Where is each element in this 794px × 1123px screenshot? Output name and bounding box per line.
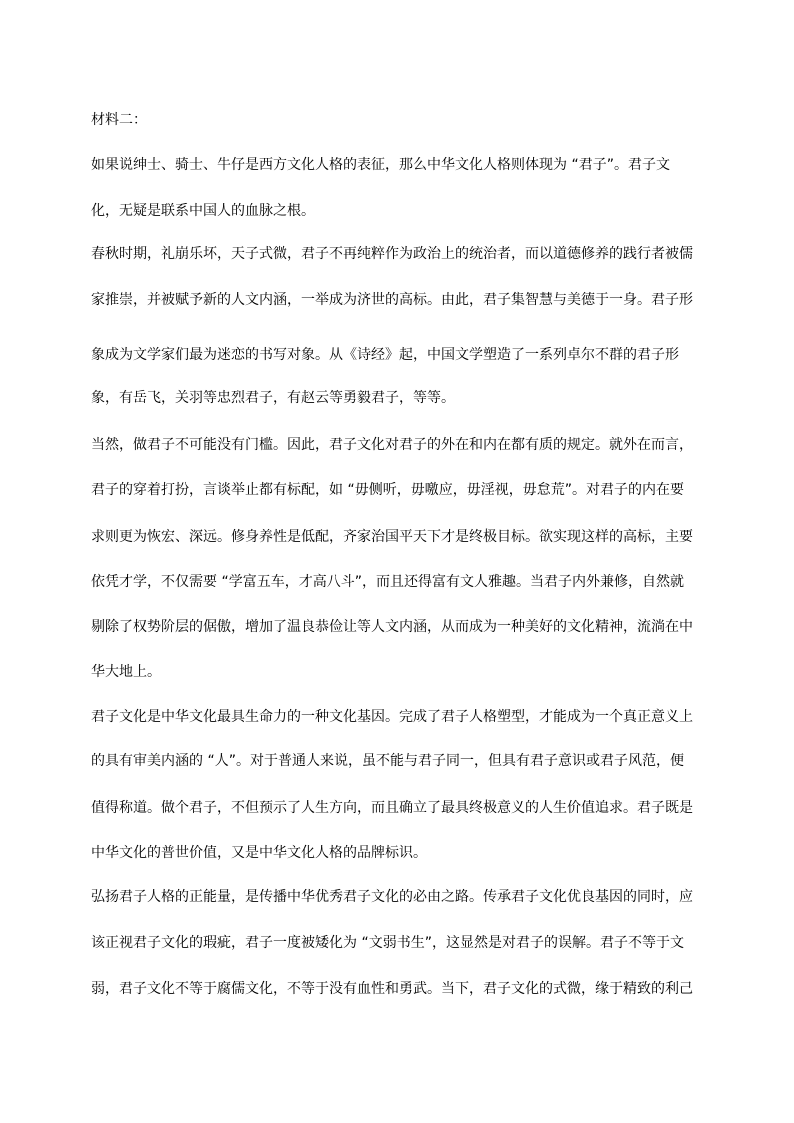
paragraph-line: 家推崇，并被赋予新的人文内涵，一举成为济世的高标。由此，君子集智慧与美德于一身。君子形 <box>91 292 693 308</box>
paragraph-line: 依凭才学，不仅需要 “学富五车，才高八斗”，而且还得富有文人雅趣。当君子内外兼修，自然就 <box>91 574 684 590</box>
paragraph-line: 值得称道。做个君子，不但预示了人生方向，而且确立了最具终极意义的人生价值追求。君子既是 <box>91 800 693 816</box>
paragraph-line: 象，有岳飞，关羽等忠烈君子，有赵云等勇毅君子，等等。 <box>91 390 455 406</box>
paragraph-line: 中华文化的普世价值，又是中华文化人格的品牌标识。 <box>91 845 427 861</box>
paragraph-line: 弱，君子文化不等于腐儒文化，不等于没有血性和勇武。当下，君子文化的式微，缘于精致的利己 <box>91 981 693 997</box>
section-heading: 材料二： <box>91 112 147 128</box>
paragraph-line: 化，无疑是联系中国人的血脉之根。 <box>91 203 315 219</box>
paragraph-line: 如果说绅士、骑士、牛仔是西方文化人格的表征，那么中华文化人格则体现为 “君子”。君子文 <box>91 157 670 173</box>
paragraph-line: 该正视君子文化的瑕疵，君子一度被矮化为 “文弱书生”，这显然是对君子的误解。君子不等于文 <box>91 935 684 951</box>
paragraph-line: 春秋时期，礼崩乐坏，天子式微，君子不再纯粹作为政治上的统治者，而以道德修养的践行者被儒 <box>91 246 693 262</box>
paragraph-line: 剔除了权势阶层的倨傲，增加了温良恭俭让等人文内涵，从而成为一种美好的文化精神，流淌在中 <box>91 619 693 635</box>
paragraph-line: 君子的穿着打扮，言谈举止都有标配，如 “毋侧听，毋噭应，毋淫视，毋怠荒”。对君子的内在要 <box>91 482 684 498</box>
paragraph-line: 象成为文学家们最为迷恋的书写对象。从《诗经》起，中国文学塑造了一系列卓尔不群的君子形 <box>91 347 679 363</box>
paragraph-line: 当然，做君子不可能没有门槛。因此，君子文化对君子的外在和内在都有质的规定。就外在而言， <box>91 437 693 453</box>
paragraph-line: 的具有审美内涵的 “人”。对于普通人来说，虽不能与君子同一，但具有君子意识或君子风范，便 <box>91 753 684 769</box>
paragraph-line: 弘扬君子人格的正能量，是传播中华优秀君子文化的必由之路。传承君子文化优良基因的同时，应 <box>91 889 693 905</box>
paragraph-line: 君子文化是中华文化最具生命力的一种文化基因。完成了君子人格塑型，才能成为一个真正意义上 <box>91 709 693 725</box>
paragraph-line: 华大地上。 <box>91 664 161 680</box>
paragraph-line: 求则更为恢宏、深远。修身养性是低配，齐家治国平天下才是终极目标。欲实现这样的高标，主要 <box>91 529 693 545</box>
